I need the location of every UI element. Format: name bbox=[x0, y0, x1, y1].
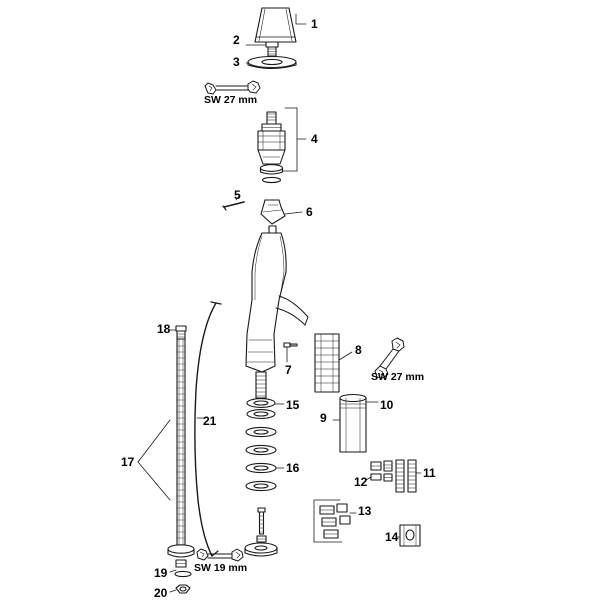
callout-12: 12 bbox=[354, 475, 368, 489]
callout-5: 5 bbox=[234, 188, 241, 202]
callout-2: 2 bbox=[233, 33, 240, 47]
part-8-sleeve bbox=[315, 334, 339, 392]
callout-14: 14 bbox=[385, 530, 399, 544]
tool-wrench-sw19-bottom bbox=[197, 549, 243, 561]
part-11-nipples bbox=[396, 460, 416, 492]
part-threaded-shank bbox=[256, 372, 266, 398]
tool-label-sw19-bottom: SW 19 mm bbox=[194, 562, 248, 574]
part-6-lever bbox=[261, 200, 285, 224]
part-13-gasket-set bbox=[320, 504, 350, 538]
callout-20: 20 bbox=[154, 586, 168, 600]
callout-18: 18 bbox=[157, 322, 171, 336]
tool-label-sw27-right: SW 27 mm bbox=[371, 371, 425, 383]
part-4-cartridge bbox=[258, 112, 285, 183]
part-20-washer bbox=[175, 571, 191, 576]
part-17-supply-hose bbox=[177, 339, 185, 545]
callout-13: 13 bbox=[358, 504, 372, 518]
part-16-washer-stack bbox=[246, 427, 276, 490]
callout-11: 11 bbox=[423, 466, 436, 480]
part-7-screw bbox=[284, 343, 297, 347]
part-14-bracket bbox=[400, 525, 420, 546]
callout-19: 19 bbox=[154, 566, 168, 580]
callout-17: 17 bbox=[121, 455, 135, 469]
part-12-washers bbox=[371, 461, 392, 481]
part-10-housing bbox=[340, 395, 366, 453]
callout-7: 7 bbox=[285, 363, 292, 377]
tool-wrench-sw27-top bbox=[205, 81, 260, 94]
part-2-set-screw bbox=[266, 42, 278, 56]
part-bottom-right-fitting bbox=[257, 536, 266, 542]
callout-16: 16 bbox=[286, 461, 300, 475]
part-20-bottom-nut bbox=[176, 585, 190, 593]
tool-label-sw27-top: SW 27 mm bbox=[204, 94, 258, 106]
part-3-flange bbox=[248, 57, 296, 69]
part-1-handle-cap bbox=[255, 8, 296, 42]
part-21-curved-hose bbox=[195, 302, 221, 556]
callout-6: 6 bbox=[306, 205, 313, 219]
callout-21: 21 bbox=[203, 414, 217, 428]
part-19-hose-fitting bbox=[168, 545, 194, 567]
part-main-faucet-body bbox=[246, 226, 308, 372]
callout-8: 8 bbox=[355, 343, 362, 357]
callout-15: 15 bbox=[286, 398, 300, 412]
callout-3: 3 bbox=[233, 55, 240, 69]
part-15-washer bbox=[247, 399, 275, 419]
callout-10: 10 bbox=[380, 398, 394, 412]
part-5-pin bbox=[223, 202, 244, 210]
callout-9: 9 bbox=[320, 411, 327, 425]
callout-1: 1 bbox=[311, 17, 318, 31]
part-20-bottom-screw bbox=[258, 508, 265, 534]
part-18-supply-hose-top bbox=[176, 326, 186, 339]
callout-4: 4 bbox=[311, 132, 318, 146]
part-bottom-mounting-plate bbox=[245, 543, 277, 556]
